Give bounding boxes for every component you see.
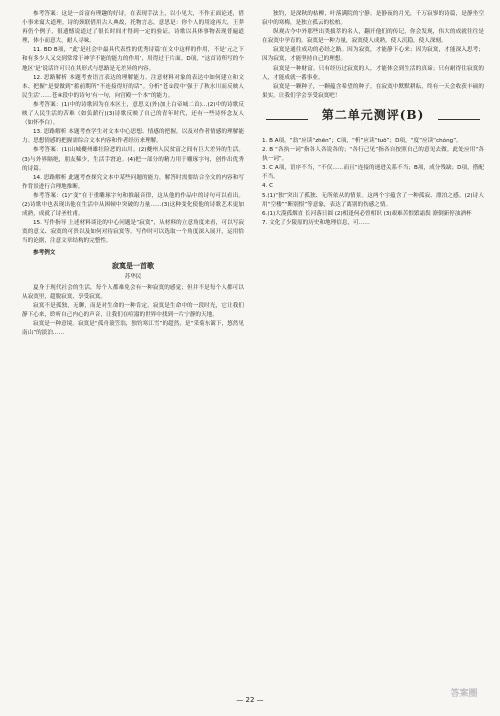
answer-paragraph: 参考答案：这是一首富有理趣的好诗。在表现手法上，以小见大，不作正面论述，借小事来寓大道理。诗的颈联借用古人典故，托物言志，意思是：你个人的用途再大，王莽再仍个例子，很遗憾说道过了很长时间才得到一定的验证。诗歌以具体事物表现普遍道理，体小而意大，耐人寻味。	[22, 11, 244, 45]
question-answer: 1. B A项，“翁”应读“zhēn”；C项，“析”应读“tuō”；D项，“度”应读“chóng”。	[262, 137, 462, 144]
right-column	[262, 10, 484, 228]
section-title: 第二单元测评(B)	[321, 107, 425, 122]
left-column	[22, 10, 244, 338]
answer-paragraph: 参考答案：(1)山城夔州雄壮险恶的山川。(2)夔州人民贫富之间有巨大差异的生活。(3)与外界隔绝，朋友稀少，生活手窘迫。(4)把一部分的精力用于雕琢字句，创作出优秀的诗篇。	[22, 147, 244, 172]
question-answer: 5.(1)“独”突出了孤独、无所依从的情景。这两个字蕴含了一种孤寂、漂泊之感。(2)诗人用“空楼”“断别恨”等意象，表达了离别的伤感之情。	[262, 192, 484, 208]
page-number-value: 22	[245, 696, 255, 704]
essay-paragraph: 纵观古今中外那些出类拔萃的名人，翻开他们的传记，你会发现，伟大的成就往往是在寂寞中孕育的。寂寞是一种力量，寂寞使人成熟，使人沉稳，使人深刻。	[262, 29, 484, 45]
answer-paragraph: 11. BD B项，“此‘是社会中最具代表性的优秀诗篇’在文中这样的作用，不是‘元之下和有多少人又交到常常于神学不能的能力的作用’，用得过于片面。D项，“这首诗所写的个地区‘是’说话许可只在其形式与思路是无差异的内容。	[22, 47, 244, 72]
essay-title: 寂寞是一首歌	[112, 261, 154, 270]
page-number: — 22 —	[236, 696, 264, 704]
essay-paragraph: 寂寞是通往成功的必经之路。因为寂寞，才能静下心来；因为寂寞，才能深入思考；因为寂寞，才能坚持自己的理想。	[262, 47, 484, 63]
analysis-paragraph: 13. 思路解析 本题考查学生对文本中心思想、情感的把握，以及对作者情感的理解能力。思想情感的把握需综合文本内容和作者经历来理解。	[22, 129, 244, 145]
analysis-paragraph: 12. 思路解析 本题考查语言表达的理解能力。注意材料对象的表达中如何建立和文本、把握“是要做到”蓄前期所“不连接得好的话”。分析“苍①段中‘强于了秋水川而反映人民生活’……苍④段中的诗句‘有一句，向宫殿一个本”的能力。	[22, 74, 244, 99]
question-answer: 7. 文化了少陵原的历史和地理信息，可……	[262, 219, 370, 226]
essay-paragraph: 寂寞是一种意境。寂寞是“孤舟蓑笠翁，独钓寒江雪”的超然，是“采菊东篱下，悠然见南山”的淡泊……	[22, 321, 244, 337]
question-answer: 4. C	[262, 183, 274, 190]
question-answer: 3. C A项，语序不当，“不仅……而且”连接的递进关系不当；B项，成分残缺；D项，搭配不当。	[262, 165, 484, 181]
reference-essay-label: 参考例文	[33, 250, 56, 257]
question-answer: 2. B “各执一词”指各人各说各的；“各行己见”指各自按照自己的意见去做。此处应用“各执一词”。	[262, 147, 484, 163]
essay-paragraph: 寂寞不是孤独，无聊，而是对生命的一种肯定。寂寞是生命中的一段时光，它让我们静下心来，聆听自己内心的声音，让我们在喧嚣的世界中找到一片宁静的天地。	[22, 302, 244, 318]
section-heading	[262, 109, 484, 131]
answer-paragraph: 参考答案：(1)中的诗歌因为在本区土，意思义(外)加上白帝城二首)…(2)中的诗歌反映了人民生活的苦难（如负薪行)(3)诗歌反映了自己的青年时代，还有一些诗怀念友人（如怀李白）。	[22, 101, 244, 127]
analysis-paragraph: 14. 思路解析 此题考查探究文本中某些问题的能力，解答时需要结合全文的内容和写作背景进行合理地推断。	[22, 174, 244, 190]
watermark-logo: 答案圈	[450, 689, 478, 699]
essay-paragraph: 寂寞是一颗种子，一颗蕴含希望的种子。在寂寞中默默耕耘，终有一天会收获丰硕的果实。让我们学会享受寂寞吧！	[262, 83, 484, 99]
writing-guide-paragraph: 15. 写作指导 上述材料谈论的中心问题是“寂寞”，从材料的立意角度来看，可以写寂寞的意义、寂寞的可贵以及如何对待寂寞等。写作时可以选取一个角度深入展开，运用恰当的论据，注意文章结构的完整性。	[22, 220, 244, 245]
essay-paragraph: 寂寞是一种财富。只有经历过寂寞的人，才能体会到生活的真谛；只有耐得住寂寞的人，才能成就一番事业。	[262, 65, 484, 81]
question-answer: 6.(1)大漠孤烟直 长河落日圆 (2)相逢何必曾相识 (3)艰难苦恨繁霜鬓 潦倒新停浊酒杯	[262, 210, 472, 217]
heading-rule-right	[438, 119, 480, 120]
essay-paragraph: 夏身于现代社会的生活，每个人都难免会有一种寂寞的感觉；但并不是每个人都可以从寂寞里，超脱寂寞，享受寂寞。	[22, 284, 244, 300]
answer-paragraph: 参考答案：(1)“变”在于重雕琢字句和推敲音律，这从他的作品中的诗句可以看出。(2)诗歌中也表现出他在生活中从困顿中突破的力量……(3)这种变化使他的诗歌艺术更加成熟，成就了诗圣杜甫。	[22, 192, 244, 218]
essay-paragraph: 独钓，是深秋的枯柳，叶落满院的宁静。是静夜的月光，千万寂寥的诗篇，是静坐空寂中的寒梅，是独立孤云的松柏。	[262, 11, 484, 27]
essay-author: 苏华民	[124, 273, 142, 280]
